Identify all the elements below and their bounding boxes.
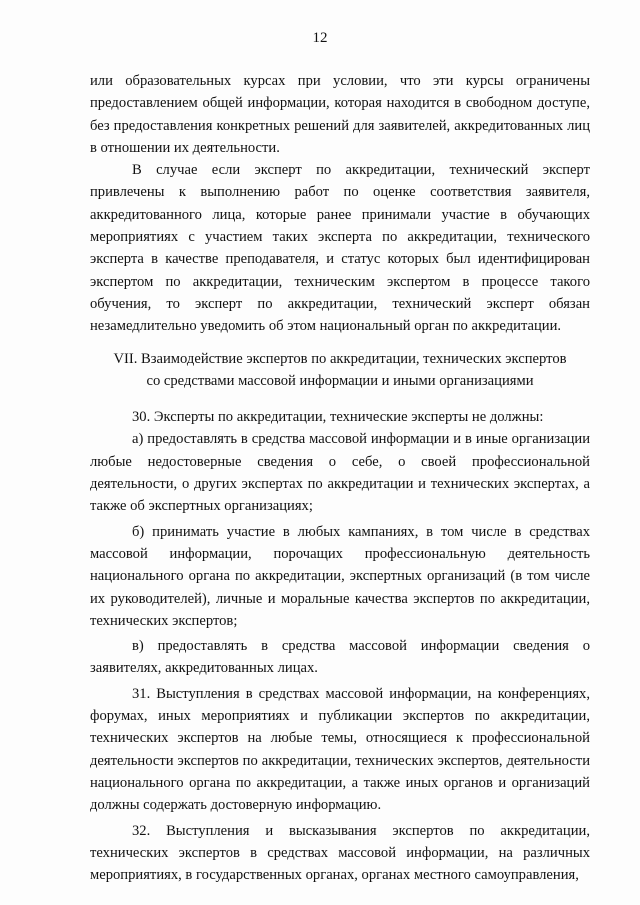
page-number: 12 [312, 30, 328, 46]
paragraph-30-b: б) принимать участие в любых кампаниях, в том числе в средствах массовой информации, порочащих профессиональную деятельность национального органа по аккредитации, экспертных организаций (в том числе их руководителей), личные и моральные качества экспертов по аккредитации, технических экспертов; [90, 523, 590, 629]
document-body [90, 70, 590, 886]
paragraph-32: 32. Выступления и высказывания экспертов по аккредитации, технических экспертов в средствах массовой информации, на различных мероприятиях, в государственных органах, органах местного самоуправления, [90, 822, 590, 884]
paragraph-30-v: в) предоставлять в средства массовой информации сведения о заявителях, аккредитованных лицах. [90, 638, 590, 677]
section-heading [90, 348, 590, 393]
paragraph-30: 30. Эксперты по аккредитации, технические эксперты не должны: [132, 409, 544, 426]
paragraph-continuation: или образовательных курсах при условии, что эти курсы ограничены предоставлением общей информации, которая находится в свободном доступе, без предоставления конкретных решений для заявителей, аккредитованных лиц в отношении их деятельности. [90, 73, 590, 156]
section-heading-line-1: VII. Взаимодействие экспертов по аккредитации, технических экспертов [113, 350, 567, 367]
paragraph-31: 31. Выступления в средствах массовой информации, на конференциях, форумах, иных мероприятиях и публикации экспертов по аккредитации, технических экспертов на любые темы, относящиеся к профессиональной деятельности экспертов по аккредитации, технических экспертов, деятельности национального органа по аккредитации, а также иных органов и организаций должны содержать достоверную информацию. [90, 685, 590, 814]
paragraph-expert-notification: В случае если эксперт по аккредитации, технический эксперт привлечены к выполнению работ по оценке соответствия заявителя, аккредитованного лица, которые ранее принимали участие в обучающих мероприятиях с участием таких эксперта по аккредитации, технического эксперта в качестве преподавателя, и статус которых был идентифицирован экспертом по аккредитации, техническим экспертом в процессе такого обучения, то эксперт по аккредитации, технический эксперт обязан незамедлительно уведомить об этом национальный орган по аккредитации. [90, 162, 590, 335]
paragraph-30-a: а) предоставлять в средства массовой информации и в иные организации любые недостоверные сведения о себе, о своей профессиональной деятельности, о других экспертах по аккредитации и технических экспертах, а также об экспертных организациях; [90, 431, 590, 515]
section-heading-line-2: со средствами массовой информации и иными организациями [146, 372, 534, 389]
